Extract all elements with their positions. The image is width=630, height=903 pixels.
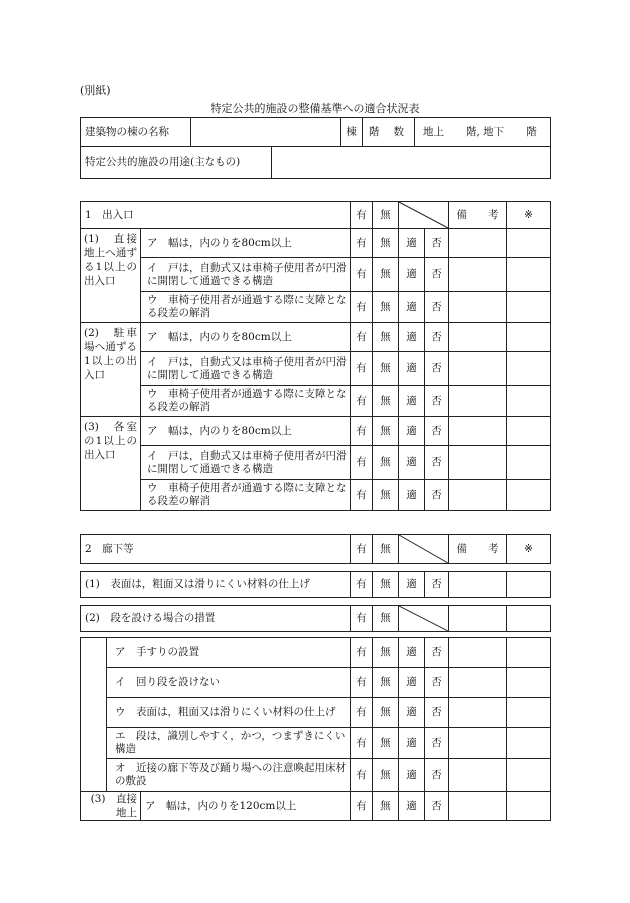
row-label: (2) 段を設ける場合の措置 <box>81 606 351 632</box>
table-row <box>81 258 551 292</box>
no-cell[interactable]: 無 <box>373 792 399 821</box>
yes-cell[interactable]: 有 <box>351 480 373 511</box>
table-row <box>81 668 551 698</box>
yes-cell[interactable]: 有 <box>351 792 373 821</box>
table-row <box>81 728 551 759</box>
row-label: イ 戸は，自動式又は車椅子使用者が円滑に開閉して通過できる構造 <box>141 352 351 386</box>
no-label: 無 <box>373 202 399 229</box>
no-cell[interactable]: 無 <box>373 480 399 511</box>
no-cell[interactable]: 無 <box>373 292 399 323</box>
kome-cell[interactable] <box>507 572 551 598</box>
remarks-cell[interactable] <box>449 606 507 632</box>
row-label: ウ 表面は，粗面又は滑りにくい材料の仕上げ <box>107 698 351 728</box>
no-cell[interactable]: 無 <box>373 323 399 352</box>
group-label: (2) 駐車場へ通ずる1以上の出入口 <box>81 323 141 417</box>
table-row <box>81 606 551 632</box>
kome-cell[interactable] <box>507 792 551 821</box>
remarks-cell[interactable] <box>449 417 507 446</box>
row-label: イ 戸は，自動式又は車椅子使用者が円滑に開閉して通過できる構造 <box>141 446 351 480</box>
yes-cell[interactable]: 有 <box>351 417 373 446</box>
yes-cell[interactable]: 有 <box>351 698 373 728</box>
kome-cell[interactable] <box>507 446 551 480</box>
kome-cell[interactable] <box>507 292 551 323</box>
no-cell[interactable]: 無 <box>373 668 399 698</box>
kai-chika-label: 階, 地下 <box>466 125 505 138</box>
kai-label: 階 <box>369 125 380 138</box>
no-label: 無 <box>373 535 399 564</box>
kome-cell[interactable] <box>507 258 551 292</box>
kome-cell[interactable] <box>507 759 551 792</box>
ng-cell[interactable]: 否 <box>425 638 449 668</box>
remarks-cell[interactable] <box>449 728 507 759</box>
page-title: 特定公共的施設の整備基準への適合状況表 <box>210 102 420 115</box>
table-row <box>81 352 551 386</box>
row-label: ウ 車椅子使用者が通過する際に支障となる段差の解消 <box>141 480 351 511</box>
remarks-cell[interactable] <box>449 229 507 258</box>
building-name-label: 建築物の棟の名称 <box>81 118 191 147</box>
ng-cell[interactable]: 否 <box>425 292 449 323</box>
building-info-table <box>80 117 551 179</box>
tou-label: 棟 <box>341 118 363 147</box>
row-label: ウ 車椅子使用者が通過する際に支障となる段差の解消 <box>141 292 351 323</box>
ok-cell[interactable]: 適 <box>399 572 425 598</box>
ng-cell[interactable]: 否 <box>425 759 449 792</box>
group-label: (1) 直接地上へ通ずる1以上の出入口 <box>81 229 141 323</box>
spacer <box>81 564 551 572</box>
yes-cell[interactable]: 有 <box>351 292 373 323</box>
kome-cell[interactable] <box>507 480 551 511</box>
ng-cell[interactable]: 否 <box>425 728 449 759</box>
remarks-cell[interactable] <box>449 446 507 480</box>
usage-label <box>81 147 341 179</box>
row-label: ア 幅は，内のりを80cm以上 <box>141 229 351 258</box>
remarks-cell[interactable] <box>449 668 507 698</box>
indent-cell <box>81 638 107 792</box>
chijo-label: 地上 <box>423 125 444 138</box>
section2-title: 2 廊下等 <box>81 535 351 564</box>
group-label: (3) 直接地上 <box>81 792 141 821</box>
table-row <box>81 386 551 417</box>
row-diagonal <box>399 606 449 632</box>
yes-cell[interactable]: 有 <box>351 386 373 417</box>
no-cell[interactable]: 無 <box>373 258 399 292</box>
floors-label <box>363 118 415 147</box>
no-cell[interactable]: 無 <box>373 229 399 258</box>
kai-end-label: 階 <box>526 125 537 138</box>
yes-label: 有 <box>351 202 373 229</box>
yes-cell[interactable]: 有 <box>351 352 373 386</box>
spacer <box>81 598 551 606</box>
row-label: ア 幅は，内のりを120cm以上 <box>141 792 351 821</box>
remarks-cell[interactable] <box>449 572 507 598</box>
ok-cell[interactable]: 適 <box>399 258 425 292</box>
remarks-cell[interactable] <box>449 352 507 386</box>
table-row <box>81 792 551 821</box>
no-cell[interactable]: 無 <box>373 417 399 446</box>
table-row <box>81 759 551 792</box>
ng-cell[interactable]: 否 <box>425 668 449 698</box>
table-row <box>81 572 551 598</box>
ok-cell[interactable]: 適 <box>399 292 425 323</box>
ng-cell[interactable]: 否 <box>425 698 449 728</box>
ng-cell[interactable]: 否 <box>425 480 449 511</box>
no-cell[interactable]: 無 <box>373 698 399 728</box>
remarks-cell[interactable] <box>449 759 507 792</box>
yes-cell[interactable]: 有 <box>351 638 373 668</box>
no-cell[interactable]: 無 <box>373 638 399 668</box>
remarks-cell[interactable] <box>449 386 507 417</box>
no-cell[interactable]: 無 <box>373 606 399 632</box>
row-label: エ 段は，識別しやすく，かつ，つまずきにくい構造 <box>107 728 351 759</box>
yes-cell[interactable]: 有 <box>351 606 373 632</box>
remarks-cell[interactable] <box>449 292 507 323</box>
ng-cell[interactable]: 否 <box>425 229 449 258</box>
yes-cell[interactable]: 有 <box>351 323 373 352</box>
no-cell[interactable]: 無 <box>373 759 399 792</box>
remarks-cell[interactable] <box>449 323 507 352</box>
ok-cell[interactable]: 適 <box>399 386 425 417</box>
section1-title: 1 出入口 <box>81 202 351 229</box>
usage-value[interactable] <box>341 147 551 179</box>
ok-cell[interactable]: 適 <box>399 728 425 759</box>
section2-table <box>80 534 551 821</box>
row-label: イ 戸は，自動式又は車椅子使用者が円滑に開閉して通過できる構造 <box>141 258 351 292</box>
no-cell[interactable]: 無 <box>373 352 399 386</box>
table-row <box>81 229 551 258</box>
row-label: (1) 表面は，粗面又は滑りにくい材料の仕上げ <box>81 572 351 598</box>
row-label: ウ 車椅子使用者が通過する際に支障となる段差の解消 <box>141 386 351 417</box>
kome-cell[interactable] <box>507 229 551 258</box>
kome-cell[interactable] <box>507 386 551 417</box>
header-diagonal <box>399 202 449 229</box>
row-label: イ 回り段を設けない <box>107 668 351 698</box>
ok-cell[interactable]: 適 <box>399 323 425 352</box>
no-cell[interactable]: 無 <box>373 386 399 417</box>
no-cell[interactable]: 無 <box>373 728 399 759</box>
remarks-cell[interactable] <box>449 480 507 511</box>
row-label: ア 幅は，内のりを80cm以上 <box>141 323 351 352</box>
ng-cell[interactable]: 否 <box>425 417 449 446</box>
floors-value[interactable] <box>415 118 551 147</box>
ok-cell[interactable]: 適 <box>399 229 425 258</box>
kome-cell[interactable] <box>507 417 551 446</box>
yes-cell[interactable]: 有 <box>351 759 373 792</box>
row-label: ア 手すりの設置 <box>107 638 351 668</box>
ng-cell[interactable]: 否 <box>425 446 449 480</box>
su-label: 数 <box>393 125 404 138</box>
row-label: オ 近接の廊下等及び踊り場への注意喚起用床材の敷設 <box>107 759 351 792</box>
yes-label: 有 <box>351 535 373 564</box>
table-row <box>81 417 551 446</box>
kome-cell[interactable] <box>507 698 551 728</box>
remarks-cell[interactable] <box>449 258 507 292</box>
kome-cell[interactable] <box>507 352 551 386</box>
ng-cell[interactable]: 否 <box>425 386 449 417</box>
remarks-cell[interactable] <box>449 792 507 821</box>
ok-cell[interactable]: 適 <box>399 668 425 698</box>
ok-cell[interactable]: 適 <box>399 638 425 668</box>
usage-label-text: 特定公共的施設の用途(主なもの) <box>85 147 272 178</box>
ok-cell[interactable]: 適 <box>399 698 425 728</box>
header-diagonal <box>399 535 449 564</box>
ng-cell[interactable]: 否 <box>425 352 449 386</box>
kome-cell[interactable] <box>507 606 551 632</box>
yes-cell[interactable]: 有 <box>351 728 373 759</box>
kome-cell[interactable] <box>507 638 551 668</box>
no-cell[interactable]: 無 <box>373 572 399 598</box>
ok-cell[interactable]: 適 <box>399 759 425 792</box>
no-cell[interactable]: 無 <box>373 446 399 480</box>
yes-cell[interactable]: 有 <box>351 446 373 480</box>
ng-cell[interactable]: 否 <box>425 572 449 598</box>
remarks-label: 備 考 <box>449 202 507 229</box>
yes-cell[interactable]: 有 <box>351 258 373 292</box>
table-row <box>81 323 551 352</box>
ok-cell[interactable]: 適 <box>399 792 425 821</box>
table-row <box>81 446 551 480</box>
kome-cell[interactable] <box>507 668 551 698</box>
row-label: ア 幅は，内のりを80cm以上 <box>141 417 351 446</box>
ng-cell[interactable]: 否 <box>425 258 449 292</box>
remarks-cell[interactable] <box>449 638 507 668</box>
section1-table <box>80 201 551 511</box>
table-row <box>81 292 551 323</box>
yes-cell[interactable]: 有 <box>351 229 373 258</box>
table-row <box>81 698 551 728</box>
table-row <box>81 638 551 668</box>
ok-cell[interactable]: 適 <box>399 446 425 480</box>
building-name-value[interactable] <box>191 118 341 147</box>
ng-cell[interactable]: 否 <box>425 792 449 821</box>
remarks-label: 備 考 <box>449 535 507 564</box>
remarks-cell[interactable] <box>449 698 507 728</box>
kome-cell[interactable] <box>507 323 551 352</box>
kome-cell[interactable] <box>507 728 551 759</box>
group-label: (3) 各室の1以上の出入口 <box>81 417 141 511</box>
ok-cell[interactable]: 適 <box>399 352 425 386</box>
yes-cell[interactable]: 有 <box>351 572 373 598</box>
ok-cell[interactable]: 適 <box>399 480 425 511</box>
kome-label: ※ <box>507 202 551 229</box>
table-row <box>81 480 551 511</box>
kome-label: ※ <box>507 535 551 564</box>
annex-note: (別紙) <box>80 84 111 97</box>
yes-cell[interactable]: 有 <box>351 668 373 698</box>
ng-cell[interactable]: 否 <box>425 323 449 352</box>
ok-cell[interactable]: 適 <box>399 417 425 446</box>
